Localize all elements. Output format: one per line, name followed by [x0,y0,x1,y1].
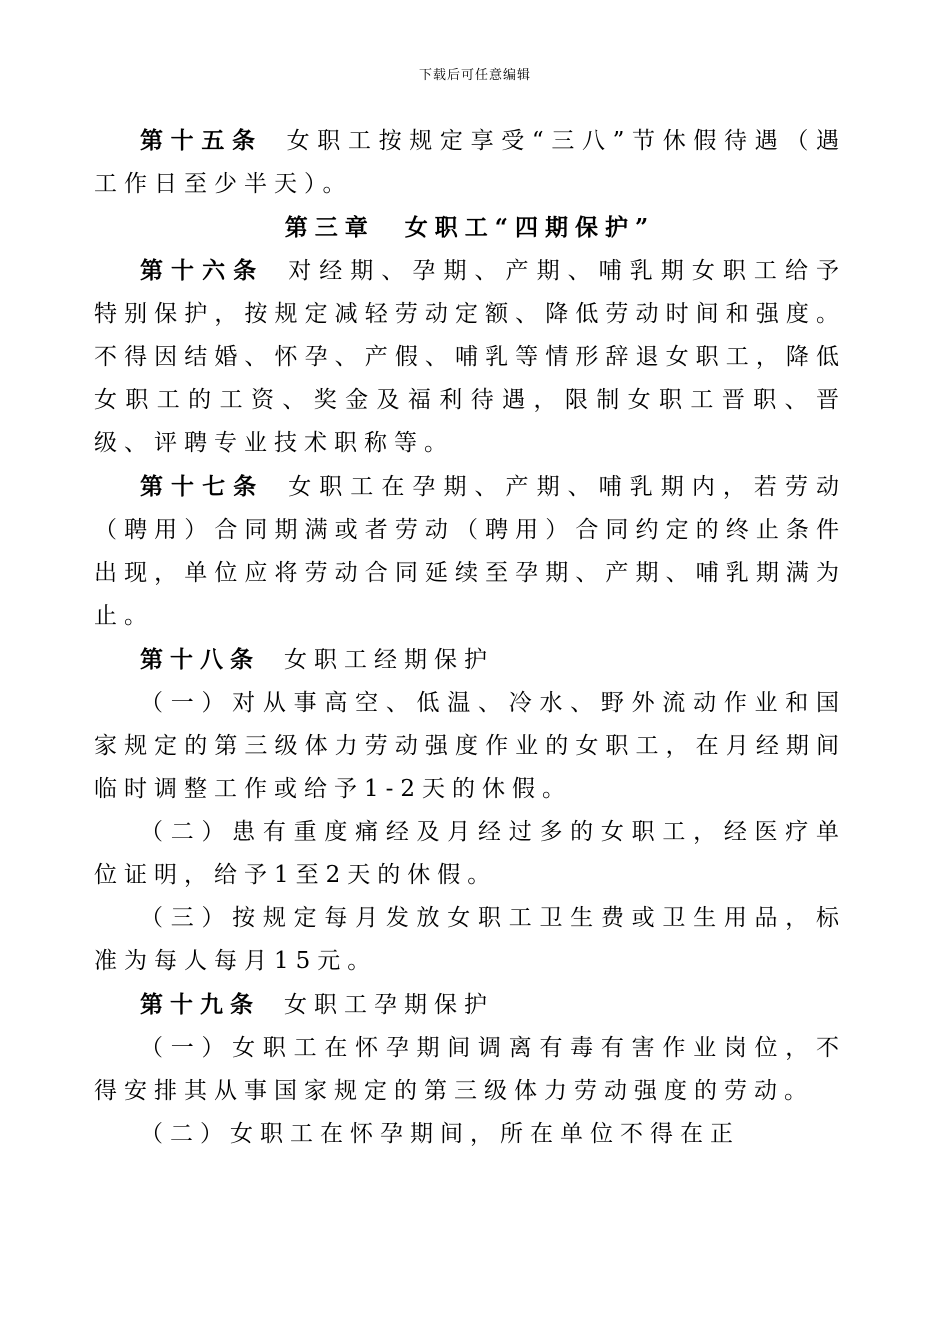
article-18-label: 第十八条 [140,646,260,673]
article-16-label: 第十六条 [140,257,265,284]
article-16 [94,249,846,465]
header-note: 下载后可任意编辑 [418,68,531,83]
article-19-text: 女职工孕期保护 [284,992,494,1018]
article-19-label: 第十九条 [140,991,260,1018]
document-body [94,119,846,1156]
article-18 [94,638,846,682]
article-17-text: 女职工在孕期、产期、哺乳期内，若劳动（聘用）合同期满或者劳动（聘用）合同约定的终止条件出现，单位应将劳动合同延续至孕期、产期、哺乳期满为止。 [94,474,847,629]
article-16-text: 对经期、孕期、产期、哺乳期女职工给予特别保护，按规定减轻劳动定额、降低劳动时间和强度。不得因结婚、怀孕、产假、哺乳等情形辞退女职工，降低女职工的工资、奖金及福利待遇，限制女职工晋职、晋级、评聘专业技术职称等。 [94,258,847,456]
article-19-item-1: （一）女职工在怀孕期间调离有毒有害作业岗位，不得安排其从事国家规定的第三级体力劳动强度的劳动。 [94,1035,846,1104]
article-15-text: 女职工按规定享受“三八”节休假待遇（遇工作日至少半天）。 [94,128,846,197]
article-17 [94,465,846,638]
chapter-3-title: 第三章 女职工“四期保护” [284,214,656,241]
article-18-item-2: （二）患有重度痛经及月经过多的女职工，经医疗单位证明，给予1至2天的休假。 [94,819,846,888]
article-18-item-3: （三）按规定每月发放女职工卫生费或卫生用品，标准为每人每月15元。 [94,905,846,974]
article-18-item-1: （一）对从事高空、低温、冷水、野外流动作业和国家规定的第三级体力劳动强度作业的女职工，在月经期间临时调整工作或给予1-2天的休假。 [94,690,846,802]
article-15-label: 第十五条 [140,127,263,154]
article-19 [94,983,846,1027]
article-17-label: 第十七条 [140,473,265,500]
article-18-text: 女职工经期保护 [284,647,494,673]
article-15 [94,119,846,206]
article-19-item-2: （二）女职工在怀孕期间，所在单位不得在正 [140,1121,740,1147]
